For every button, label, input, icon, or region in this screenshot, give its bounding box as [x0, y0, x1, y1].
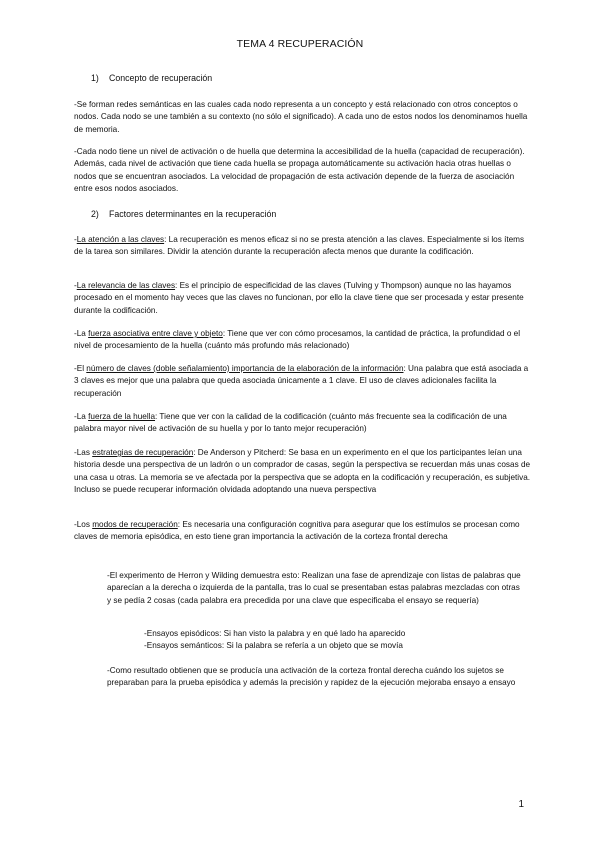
factor-prefix: -El [74, 364, 87, 373]
factor-fuerza-asociativa [74, 328, 534, 353]
factor-text: : Una palabra que está asociada a 3 claves es mejor que una palabra que queda asociada únicamente a 1 clave. El uso de claves adicionales facilita la recuperación [74, 364, 529, 398]
page-number: 1 [518, 799, 524, 810]
section-label: Factores determinantes en la recuperación [109, 209, 277, 219]
factor-prefix: - [74, 281, 77, 290]
factor-estrategias-recuperacion [74, 447, 534, 496]
section-number: 1) [91, 73, 99, 83]
paragraph-redes-semanticas: -Se forman redes semánticas en las cuales cada nodo representa a un concepto y está relacionado con otros conceptos o nodos. Cada nodo se une también a su contexto (no sólo el significado). A cada uno de estos nodos los denominamos huella de memoria. [74, 100, 528, 134]
factor-numero-claves [74, 363, 534, 400]
factor-text: : Tiene que ver con cómo procesamos, la cantidad de práctica, la profundidad o el nivel de procesamiento de la huella (cuánto más profundo más relacionado) [74, 329, 521, 351]
section-heading-concepto [91, 73, 212, 83]
list-item-ensayos-semanticos: -Ensayos semánticos: Si la palabra se refería a un objeto que se movía [144, 641, 403, 650]
factor-text: : La recuperación es menos eficaz si no se presta atención a las claves. Especialmente si los ítems de la tarea son similares. Dividir la atención durante la recuperación afecta menos que durante la codificación. [74, 235, 525, 257]
paragraph-nivel-activacion: -Cada nodo tiene un nivel de activación o de huella que determina la accesibilidad de la huella (capacidad de recuperación). Además, cada nivel de activación que tiene cada huella se propaga automáticamente su activación hacia otras huellas o nodos que se encuentran asociados. La velocidad de propagación de esta activación depende de la fuerza de asociación entre esos nodos asociados. [74, 147, 525, 193]
section-number: 2) [91, 209, 99, 219]
factor-prefix: -La [74, 412, 89, 421]
factor-fuerza-huella [74, 411, 534, 436]
factor-text: : Es necesaria una configuración cognitiva para asegurar que los estímulos se procesan como claves de memoria episódica, en esto tiene gran importancia la activación de la corteza frontal derecha [74, 520, 520, 542]
factor-prefix: - [74, 235, 77, 244]
page-title: TEMA 4 RECUPERACIÓN [236, 38, 364, 50]
factor-term: La atención a las claves [76, 235, 165, 244]
section-label: Concepto de recuperación [109, 73, 213, 83]
factor-term: fuerza asociativa entre clave y objeto [88, 329, 223, 338]
paragraph-experimento-herron: -El experimento de Herron y Wilding demuestra esto: Realizan una fase de aprendizaje con listas de palabras que aparecían a la derecha o izquierda de la pantalla, tras lo cual se presentaban estas palabras mezcladas con otras y se pedía 2 cosas (cada palabra era precedida por una clave que especificaba el ensayo se requería) [107, 571, 521, 605]
factor-prefix: -Las [74, 448, 93, 457]
factor-atencion-claves [74, 234, 534, 259]
list-item-ensayos-episodicos: -Ensayos episódicos: Si han visto la palabra y en qué lado ha aparecido [144, 629, 406, 638]
factor-term: estrategias de recuperación [92, 448, 194, 457]
factor-term: La relevancia de las claves [76, 281, 176, 290]
factor-prefix: -Los [74, 520, 93, 529]
factor-text: : De Anderson y Pitcherd: Se basa en un experimento en el que los participantes leían una historia desde una perspectiva de un ladrón o un comprador de casas, según la perspectiva se recuerdan más unas cosas de una casa u otras. La memoria se ve afectada por la perspectiva que se adopta en la codificación y recuperación, es subjetiva. Incluso se puede recuperar información olvidada adoptando una nueva perspectiva [74, 448, 531, 494]
paragraph-resultado: -Como resultado obtienen que se producía una activación de la corteza frontal derecha cuándo los sujetos se preparaban para la prueba episódica y además la precisión y rapidez de la ejecución mejoraba ensayo a ensayo [107, 666, 516, 688]
section-heading-factores [91, 209, 276, 219]
factor-relevancia-claves [74, 280, 534, 317]
factor-modos-recuperacion [74, 519, 534, 544]
factor-term: número de claves (doble señalamiento) importancia de la elaboración de la información [86, 364, 404, 373]
factor-term: fuerza de la huella [88, 412, 156, 421]
factor-term: modos de recuperación [92, 520, 178, 529]
factor-prefix: -La [74, 329, 89, 338]
factor-text: : Es el principio de especificidad de las claves (Tulving y Thompson) aunque no las hayamos procesado en el momento hay veces que las claves no funcionan, por ello la clave tiene que ser procesada y estar presente durante la codificación. [74, 281, 524, 315]
factor-text: : Tiene que ver con la calidad de la codificación (cuánto más frecuente sea la codificación de una palabra mayor nivel de activación de su huella y por lo tanto mejor recuperación) [74, 412, 507, 434]
